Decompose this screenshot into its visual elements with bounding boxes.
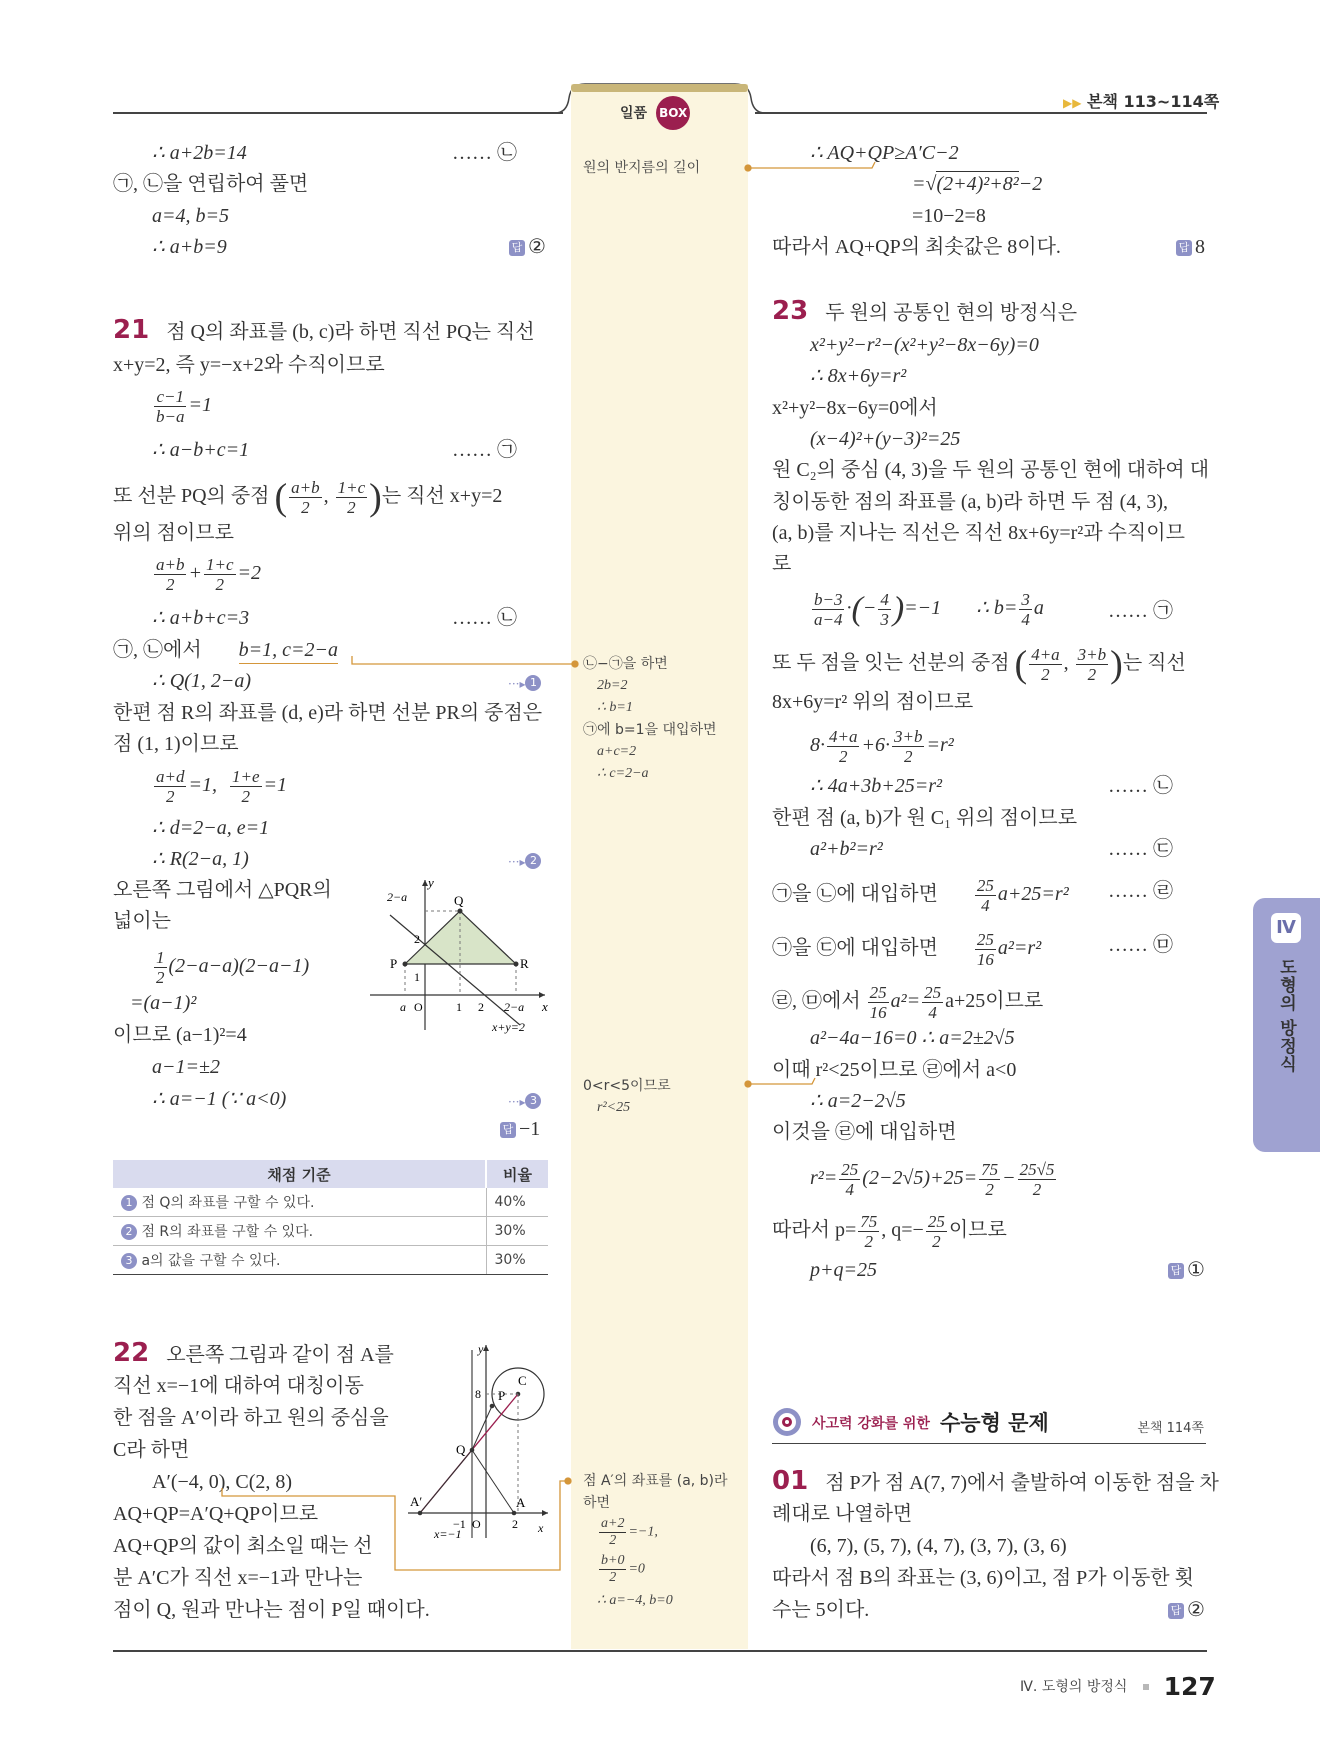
fig22-label-P: P xyxy=(498,1388,506,1403)
section-prefix: 사고력 강화를 위한 xyxy=(812,1416,930,1432)
p21-line3-mark: …… ㉠ xyxy=(452,439,517,461)
p22c-line4: 따라서 AQ+QP의 최솟값은 8이다. xyxy=(772,236,1061,258)
fig21-origin: O xyxy=(414,1000,423,1014)
p23-n2-den: 2 xyxy=(903,747,913,766)
p22-line5: A′(−4, 0), C(2, 8) xyxy=(152,1471,293,1493)
p23-l15-num: 25 xyxy=(976,876,994,895)
step-dots: ···▸ xyxy=(508,855,526,869)
p23-l16a: ㉠을 ㉢에 대입하면 xyxy=(772,937,938,960)
p23-r-mid: (2−2√5)+25= xyxy=(862,1167,978,1190)
fig22-tick-2: 2 xyxy=(512,1517,518,1531)
criteria-step-3: 3 xyxy=(121,1253,137,1269)
sidebar-n4-f1-num: a+2 xyxy=(601,1516,625,1531)
p21-l4b: 는 직선 x+y=2 xyxy=(381,485,503,508)
criteria-step-2: 2 xyxy=(121,1224,137,1240)
sidebar-n3-l1: 0<r<5이므로 xyxy=(583,1078,671,1094)
p21-line16: 이므로 (a−1)²=4 xyxy=(113,1024,247,1046)
p23-l17-frac1 xyxy=(868,983,889,1022)
p20-line2: ㉠, ㉡을 연립하여 풀면 xyxy=(113,173,309,195)
p23-n1-den: 2 xyxy=(838,747,848,766)
p23-m3-den: 4 xyxy=(1021,610,1030,629)
p23-m1 xyxy=(812,590,844,629)
sidebar-n4-l1: 점 A′의 좌표를 (a, b)라 xyxy=(583,1473,728,1489)
p23-line1 xyxy=(772,296,1078,326)
paren-open: ( xyxy=(274,476,288,519)
p23-l22-frac2 xyxy=(926,1212,947,1251)
step-badge-3: 3 xyxy=(525,1093,541,1109)
p21-g2-rest: =1 xyxy=(263,774,288,797)
p23-m3 xyxy=(1019,590,1032,629)
p23-l17-f1-den: 16 xyxy=(869,1003,887,1022)
p23-line14-mark: …… ㉢ xyxy=(1108,838,1173,860)
paren-close: ) xyxy=(892,590,905,628)
answer-badge-icon: 답 xyxy=(1176,240,1192,256)
p23-l22-frac1 xyxy=(858,1212,879,1251)
leader-dot xyxy=(565,1478,571,1484)
p23-n2-num: 3+b xyxy=(893,727,923,746)
p23-m3-num: 3 xyxy=(1021,590,1030,609)
section-ref: 본책 114쪽 xyxy=(1137,1421,1204,1436)
p21-l7a: ㉠, ㉡에서 xyxy=(113,639,202,661)
p23-l17-f2-num: 25 xyxy=(924,983,942,1002)
p23-line19: 이때 r²<25이므로 ㉣에서 a<0 xyxy=(772,1059,1017,1081)
fig21-tick-2: 2 xyxy=(414,932,420,946)
target-icon xyxy=(772,1407,802,1437)
p23-n1-num: 4+a xyxy=(829,727,858,746)
step-dots: ···▸ xyxy=(508,1095,526,1109)
p22-line2: 직선 x=−1에 대하여 대칭이동 xyxy=(113,1375,364,1397)
p21-g1-rest: =1, xyxy=(188,774,217,797)
sidebar-n2-l1: ㉡−㉠을 하면 xyxy=(583,656,668,672)
paren-close: ) xyxy=(1110,643,1123,686)
p23-line16-mark: …… ㉤ xyxy=(1108,934,1173,956)
p22c-line1 xyxy=(810,141,959,165)
section-header xyxy=(772,1403,1206,1444)
p23-line12-mark: …… ㉡ xyxy=(1108,775,1173,797)
p23-m-rest: =−1 xyxy=(904,597,942,620)
p22-line3: 한 점을 A′이라 하고 원의 중심을 xyxy=(113,1407,389,1429)
sidebar-n4-f1-rest: =−1, xyxy=(628,1524,658,1540)
fig21-tick-2ma-x: 2−a xyxy=(504,1000,525,1014)
p23-r1-num: 25 xyxy=(841,1160,859,1179)
p23-line6: 원 C₂의 중심 (4, 3)을 두 원의 공통인 현에 대하여 대 xyxy=(772,459,1210,481)
paren-open: ( xyxy=(1014,643,1028,686)
p21-l4-frac2-den: 2 xyxy=(347,498,356,517)
p23-l22a: 따라서 p= xyxy=(772,1219,857,1242)
leader-A-prime xyxy=(222,1481,568,1570)
p23-slope-mark: …… ㉠ xyxy=(1108,600,1173,622)
p23-line8: (a, b)를 지나는 직선은 직선 8x+6y=r²과 수직이므 xyxy=(772,522,1185,544)
p23-m1-mid: · xyxy=(846,597,852,620)
header-ref-arrow: ▶▶ xyxy=(1063,96,1082,110)
step-badge-1: 1 xyxy=(525,675,541,691)
p21-line10: 점 (1, 1)이므로 xyxy=(113,733,239,755)
fig22-label-A-prime: A′ xyxy=(410,1494,423,1509)
p23-line9: 로 xyxy=(772,553,792,575)
p22-line6: AQ+QP=A′Q+QP이므로 xyxy=(113,1503,319,1525)
p23-l10b: 는 직선 xyxy=(1122,652,1186,675)
fig22-ylabel: y xyxy=(478,1342,484,1356)
box-label-text: 일품 xyxy=(620,105,648,122)
footer-separator xyxy=(1143,1684,1149,1690)
criteria-rate-3: 30% xyxy=(486,1246,548,1275)
p21-l7b: b=1, c=2−a xyxy=(239,639,338,664)
p21-line8: ∴ Q(1, 2−a) xyxy=(152,670,251,692)
p23-l22c: 이므로 xyxy=(948,1219,1007,1242)
p23-n1 xyxy=(827,727,859,766)
p21-e2-num: 1+c xyxy=(205,555,234,574)
p22c-line2: =√(2+4)²+8²−2 xyxy=(912,173,1043,195)
sidebar-n2-l3: ∴ b=1 xyxy=(597,700,633,715)
sidebar-n4-l3: ∴ a=−4, b=0 xyxy=(597,1593,673,1608)
footer-rule xyxy=(113,1650,1207,1652)
p21-g2-den: 2 xyxy=(241,787,250,806)
p21-l1-text: 점 Q의 좌표를 (b, c)라 하면 직선 PQ는 직선 xyxy=(166,321,535,343)
p23-line20: ∴ a=2−2√5 xyxy=(810,1090,906,1112)
p22c-line3: =10−2=8 xyxy=(912,205,986,227)
p23-line3: ∴ 8x+6y=r² xyxy=(810,365,907,387)
p23-line23: p+q=25 xyxy=(810,1259,877,1281)
p01-l1-text: 점 P가 점 A(7, 7)에서 출발하여 이동한 점을 차 xyxy=(825,1472,1219,1494)
fig21-tick-1: 1 xyxy=(414,970,420,984)
p23-l17a: ㉣, ㉤에서 xyxy=(772,990,861,1013)
sidebar-n2-l6: ∴ c=2−a xyxy=(597,766,649,781)
p21-g2-num: 1+e xyxy=(231,767,260,786)
sidebar-n4-f2-den: 2 xyxy=(609,1570,617,1585)
header-ref-text: 본책 113~114쪽 xyxy=(1087,92,1220,111)
p22-line4: C라 하면 xyxy=(113,1439,190,1461)
p21-line11: ∴ d=2−a, e=1 xyxy=(152,817,270,839)
p23-midpoint-eq xyxy=(810,727,954,766)
p22c-l2-sqrt: (2+4)²+8² xyxy=(936,173,1019,195)
sidebar-n2-l2: 2b=2 xyxy=(597,678,628,693)
criteria-rate-2: 30% xyxy=(486,1217,548,1246)
answer-badge-icon: 답 xyxy=(1168,1263,1184,1279)
p21-line6: ∴ a+b+c=3 xyxy=(152,607,250,629)
leader-dot xyxy=(572,661,578,667)
p21-e2-den: 2 xyxy=(215,575,224,594)
footer xyxy=(1020,1672,1216,1701)
p23-l17-f1-num: 25 xyxy=(869,983,887,1002)
fig21-label-R: R xyxy=(520,956,529,971)
p23-m1-num: b−3 xyxy=(814,590,843,609)
answer-badge-icon: 답 xyxy=(500,1122,516,1138)
p22c-l1-text: ∴ AQ+QP≥A′C−2 xyxy=(810,142,959,164)
criteria-text-3: a의 값을 구할 수 있다. xyxy=(141,1253,281,1269)
p23-answer-value: ① xyxy=(1187,1259,1205,1281)
p23-l22-f2-den: 2 xyxy=(932,1232,941,1251)
p21-l4-frac1-num: a+b xyxy=(291,478,320,497)
p23-number: 23 xyxy=(772,296,809,326)
p23-r-eq xyxy=(810,1160,1058,1199)
sidebar-n3-l2: r²<25 xyxy=(597,1100,631,1115)
p23-n-pre: 8· xyxy=(810,734,825,757)
p23-m-a: a xyxy=(1033,597,1044,620)
fig21-tick-x1: 1 xyxy=(456,1000,462,1014)
fig21-label-P: P xyxy=(390,956,398,971)
p23-line7: 칭이동한 점의 좌표를 (a, b)라 하면 두 점 (4, 3), xyxy=(772,491,1168,513)
p01-line2: 례대로 나열하면 xyxy=(772,1503,913,1525)
p23-m2-num: 4 xyxy=(880,590,889,609)
sidebar-n4-f2-rest: =0 xyxy=(628,1561,645,1577)
answer-badge-icon: 답 xyxy=(1168,1603,1184,1619)
p21-frac1-den: b−a xyxy=(156,407,185,426)
p23-l17-frac2 xyxy=(922,983,943,1022)
p23-l17b: a+25이므로 xyxy=(945,990,1044,1013)
p23-m1-den: a−4 xyxy=(814,610,843,629)
p21-h-rest: (2−a−a)(2−a−1) xyxy=(168,955,310,978)
p23-l22b: , q=− xyxy=(881,1219,924,1242)
fig22-label-A: A xyxy=(516,1495,526,1510)
box-badge: BOX xyxy=(656,96,690,130)
p21-line15: =(a−1)² xyxy=(130,992,197,1014)
p23-l16-den: 16 xyxy=(976,950,994,969)
fig22-tick-8: 8 xyxy=(475,1387,481,1401)
p23-l22-f2-num: 25 xyxy=(927,1212,945,1231)
p23-r2-den: 2 xyxy=(985,1180,994,1199)
sidebar-n4-l2: 하면 xyxy=(583,1495,611,1511)
p23-line15 xyxy=(772,876,1069,915)
p23-r3 xyxy=(1018,1160,1057,1199)
p23-l10-f2-den: 2 xyxy=(1087,665,1097,684)
criteria-text-1: 점 Q의 좌표를 구할 수 있다. xyxy=(141,1195,315,1211)
criteria-header-1: 채점 기준 xyxy=(113,1160,486,1188)
p21-e1-den: 2 xyxy=(165,575,175,594)
p21-l4-frac1-den: 2 xyxy=(301,498,310,517)
page-number: 127 xyxy=(1163,1672,1216,1701)
p21-line2: x+y=2, 즉 y=−x+2와 수직이므로 xyxy=(113,354,385,376)
p23-line14: a²+b²=r² xyxy=(810,838,883,860)
section-title: 수능형 문제 xyxy=(940,1411,1049,1435)
p23-l15a: ㉠을 ㉡에 대입하면 xyxy=(772,883,938,906)
footer-chapter: Ⅳ. 도형의 방정식 xyxy=(1020,1679,1128,1695)
criteria-text-2: 점 R의 좌표를 구할 수 있다. xyxy=(141,1224,314,1240)
fig22-xlabel: x xyxy=(538,1521,544,1535)
p23-l10-f1-num: 4+a xyxy=(1031,645,1060,664)
fig22-line-label: x=−1 xyxy=(434,1527,462,1540)
p21-l4-frac2-num: 1+c xyxy=(337,478,366,497)
fig21-tick-a: a xyxy=(400,1000,406,1014)
p23-line13: 한편 점 (a, b)가 원 C₁ 위의 점이므로 xyxy=(772,807,1078,829)
p21-answer-value: −1 xyxy=(519,1118,541,1140)
p22-line8: 분 A′C가 직선 x=−1과 만나는 xyxy=(113,1567,363,1589)
p21-e1-num: a+b xyxy=(156,555,185,574)
p21-line6-mark: …… ㉡ xyxy=(452,607,517,629)
criteria-step-1: 1 xyxy=(121,1195,137,1211)
p23-line18: a²−4a−16=0 ∴ a=2±2√5 xyxy=(810,1027,1015,1049)
p21-number: 21 xyxy=(113,315,150,345)
p23-r-minus: − xyxy=(1002,1167,1016,1190)
p21-h-num: 1 xyxy=(156,948,165,967)
p01-number: 01 xyxy=(772,1466,809,1496)
p21-l4a: 또 선분 PQ의 중점 xyxy=(113,485,270,508)
p23-line4: x²+y²−8x−6y=0에서 xyxy=(772,397,938,419)
p23-l10-f2-num: 3+b xyxy=(1077,645,1107,664)
p23-line11: 8x+6y=r² 위의 점이므로 xyxy=(772,691,974,713)
criteria-rate-1: 40% xyxy=(486,1188,548,1217)
fig21-ylabel: y xyxy=(428,875,434,890)
fig21-line-label: x+y=2 xyxy=(492,1020,525,1034)
fig21-tick-2ma-y: 2−a xyxy=(387,890,408,904)
p23-l15b: a+25=r² xyxy=(997,883,1069,906)
p21-line4: 또 선분 PQ의 중점 ( $\frac{a+b}{2}$ , $\frac{1+c}{2}$ )는 직선 x+y=2 xyxy=(113,476,503,519)
fig21-tick-x2: 2 xyxy=(478,1000,484,1014)
p23-l16-num: 25 xyxy=(976,930,994,949)
step-dots: ···▸ xyxy=(508,677,526,691)
fig22-label-C: C xyxy=(518,1373,527,1388)
p23-line2: x²+y²−r²−(x²+y²−8x−6y)=0 xyxy=(810,334,1039,356)
p23-line16 xyxy=(772,930,1041,969)
p23-l22-f1-num: 75 xyxy=(860,1212,878,1231)
p23-l15-frac xyxy=(975,876,996,915)
p23-r2 xyxy=(979,1160,1000,1199)
p23-m2-den: 3 xyxy=(880,610,889,629)
p23-l15-den: 4 xyxy=(981,896,990,915)
p21-line9: 한편 점 R의 좌표를 (d, e)라 하면 선분 PR의 중점은 xyxy=(113,702,543,724)
p23-line15-mark: …… ㉣ xyxy=(1108,880,1173,902)
p01-line4: 따라서 점 B의 좌표는 (3, 6)이고, 점 P가 이동한 횟 xyxy=(772,1567,1194,1589)
sidebar-n4-f2-num: b+0 xyxy=(601,1553,625,1568)
sidebar-n4-f1-den: 2 xyxy=(609,1533,617,1548)
chapter-tab-title: 도형의 방정식 xyxy=(1276,958,1296,1073)
criteria-header-2: 비율 xyxy=(486,1160,548,1188)
p22-number: 22 xyxy=(113,1338,150,1368)
p22c-answer-value: 8 xyxy=(1195,236,1205,258)
p23-l22-f1-den: 2 xyxy=(864,1232,873,1251)
p21-h-den: 2 xyxy=(156,968,165,987)
p20-line3: a=4, b=5 xyxy=(152,205,229,227)
p21-frac1-rest: =1 xyxy=(188,394,212,417)
p21-line12: ∴ R(2−a, 1) xyxy=(152,848,249,870)
p21-e-rest: =2 xyxy=(237,562,262,585)
p22c-l2a: = xyxy=(912,173,926,195)
p20-l1-text: ∴ a+2b=14 xyxy=(152,142,247,164)
p23-n2 xyxy=(892,727,924,766)
p23-r1-den: 4 xyxy=(845,1180,855,1199)
p23-l10-frac1 xyxy=(1029,645,1061,684)
p22-l1-text: 오른쪽 그림과 같이 점 A를 xyxy=(166,1344,394,1366)
p21-line17: a−1=±2 xyxy=(152,1056,220,1078)
p23-m-b: ∴ b= xyxy=(976,597,1018,620)
p23-line12: ∴ 4a+3b+25=r² xyxy=(810,775,942,797)
p21-g1-den: 2 xyxy=(165,787,175,806)
fig21-xlabel: x xyxy=(542,999,548,1014)
fig22-label-Q: Q xyxy=(456,1442,466,1457)
p21-line14: 넓이는 xyxy=(113,910,171,932)
p23-l10-frac2 xyxy=(1076,645,1108,684)
p01-line1 xyxy=(772,1466,1219,1496)
p23-line5: (x−4)²+(y−3)²=25 xyxy=(810,428,961,450)
p21-e-plus: + xyxy=(188,562,202,585)
p22-line7: AQ+QP의 값이 최소일 때는 선 xyxy=(113,1535,373,1557)
step-badge-2: 2 xyxy=(525,853,541,869)
p01-line5: 수는 5이다. xyxy=(772,1599,870,1621)
p23-r3-den: 2 xyxy=(1032,1180,1042,1199)
p23-l16b: a²=r² xyxy=(997,937,1042,960)
p23-n-mid: +6· xyxy=(861,734,890,757)
p22c-answer xyxy=(1176,235,1205,259)
p20-answer-value: ② xyxy=(528,236,546,258)
p23-line10: 또 두 점을 잇는 선분의 중점 ( $\frac{4+a}{2}$ , $\frac{3+b}{2}$ )는 직선 xyxy=(772,643,1186,686)
p23-l10-f1-den: 2 xyxy=(1041,665,1050,684)
p23-line21: 이것을 ㉣에 대입하면 xyxy=(772,1121,957,1143)
sidebar-n2-l4: ㉠에 b=1을 대입하면 xyxy=(583,722,717,738)
fig22-tick-m1: −1 xyxy=(453,1517,466,1531)
answer-badge-icon: 답 xyxy=(509,240,525,256)
p23-n-rest: =r² xyxy=(926,734,954,757)
p23-l16-frac xyxy=(975,930,996,969)
p01-answer xyxy=(1168,1598,1205,1622)
p01-answer-value: ② xyxy=(1187,1599,1205,1621)
leader-dot xyxy=(745,1081,751,1087)
paren-close: ) xyxy=(369,476,382,519)
p23-answer xyxy=(1168,1258,1205,1282)
p23-l1-text: 두 원의 공통인 현의 방정식은 xyxy=(825,302,1078,324)
p22-line9: 점이 Q, 원과 만나는 점이 P일 때이다. xyxy=(113,1599,430,1621)
p23-r3-num: 25√5 xyxy=(1019,1160,1055,1179)
p20-line4: ∴ a+b=9 xyxy=(152,236,227,258)
paren-open: ( xyxy=(851,590,863,628)
p23-slope-eq: $\frac{b-3}{a-4}$ ·(− $\frac{4}{3}$ )=−1 ∴ b= $\frac{3}{4}$ a xyxy=(814,590,1044,629)
p23-m2 xyxy=(878,590,891,629)
p23-line22 xyxy=(772,1212,1007,1251)
sidebar-note-radius: 원의 반지름의 길이 xyxy=(583,160,701,176)
p23-l17-mid: a²= xyxy=(890,990,921,1013)
sidebar-n2-l5: a+c=2 xyxy=(597,744,637,759)
p23-l17-f2-den: 4 xyxy=(928,1003,937,1022)
leader-dot xyxy=(745,165,751,171)
p23-line17 xyxy=(772,983,1043,1022)
p23-l10a: 또 두 점을 잇는 선분의 중점 xyxy=(772,652,1010,675)
fig21-label-Q: Q xyxy=(454,893,464,908)
chapter-tab[interactable] xyxy=(1253,898,1320,1152)
p23-r2-num: 75 xyxy=(981,1160,999,1179)
p23-r1 xyxy=(839,1160,860,1199)
p22c-l2b: −2 xyxy=(1018,173,1043,195)
fig22-origin: O xyxy=(472,1517,481,1531)
chapter-tab-roman: Ⅳ xyxy=(1271,913,1301,943)
p23-r-pre: r²= xyxy=(810,1167,838,1190)
p21-frac1-num: c−1 xyxy=(156,387,184,406)
p21-line18: ∴ a=−1 (∵ a<0) xyxy=(152,1088,287,1110)
p21-line13: 오른쪽 그림에서 △PQR의 xyxy=(113,879,332,901)
p20-mark: …… ㉡ xyxy=(452,142,517,164)
p21-line5: 위의 점이므로 xyxy=(113,522,234,544)
p01-line3: (6, 7), (5, 7), (4, 7), (3, 7), (3, 6) xyxy=(810,1535,1067,1557)
p21-g1-num: a+d xyxy=(156,767,185,786)
leader-solve xyxy=(352,656,575,664)
p21-line3: ∴ a−b+c=1 xyxy=(152,439,250,461)
